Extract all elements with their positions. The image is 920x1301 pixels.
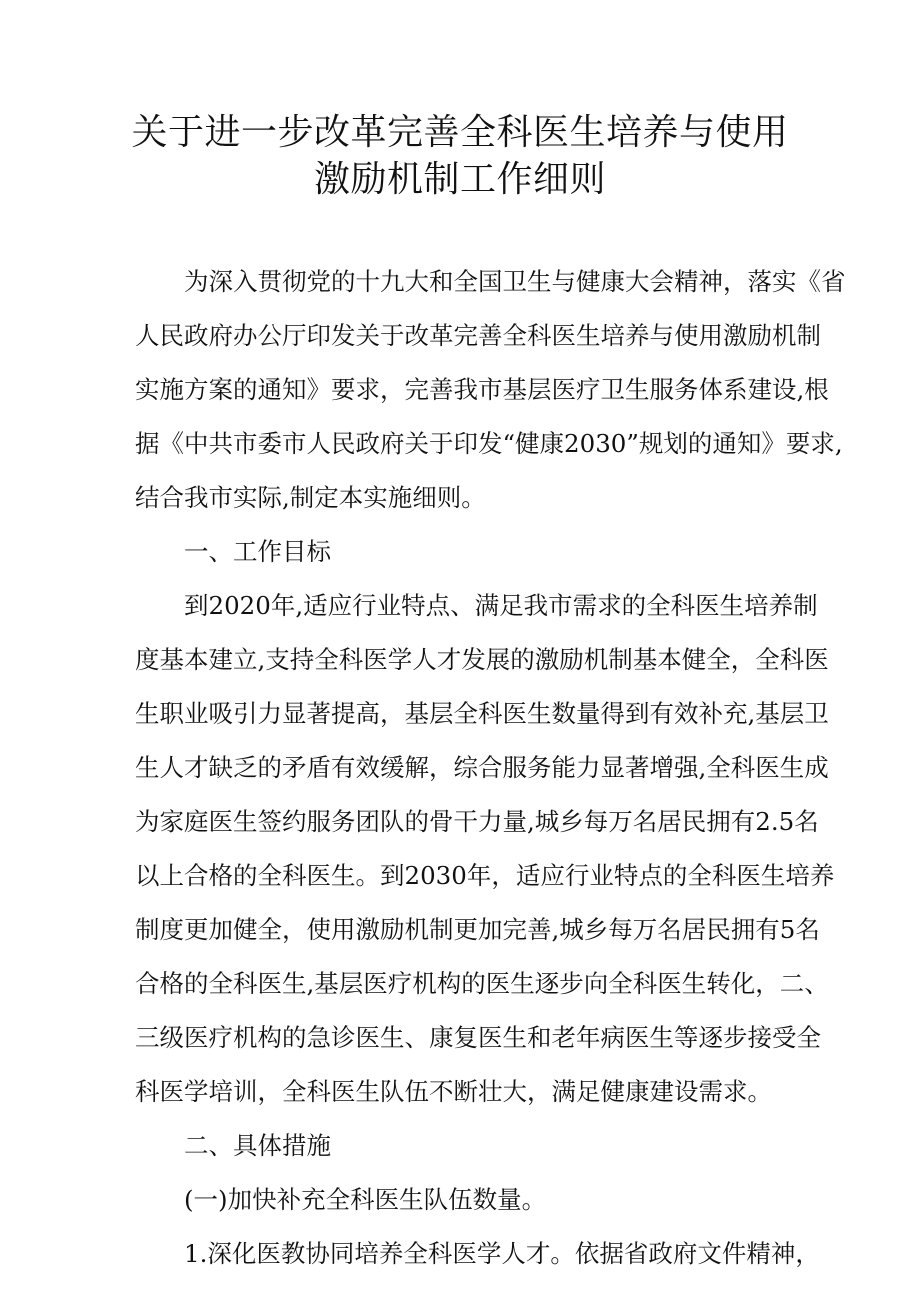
paragraph-line: 到2020年,适应行业特点、满足我市需求的全科医生培养制 [184,591,818,620]
document-title-line-1: 关于进一步改革完善全科医生培养与使用 [131,112,789,153]
document-body [135,255,846,1281]
paragraph-line: 度基本建立,支持全科医学人才发展的激励机制基本健全，全科医 [135,645,829,674]
paragraph-line: 生人才缺乏的矛盾有效缓解，综合服务能力显著增强,全科医生成 [135,753,829,782]
document-title-line-2: 激励机制工作细则 [313,159,606,200]
section-2-heading: 二、具体措施 [184,1131,331,1160]
paragraph-line: 据《中共市委市人民政府关于印发“健康2030”规划的通知》要求, [135,429,843,458]
paragraph-line: 为家庭医生签约服务团队的骨干力量,城乡每万名居民拥有2.5名 [135,807,819,836]
subsection-1-heading: (一)加快补充全科医生队伍数量。 [184,1185,547,1214]
paragraph-line: 科医学培训，全科医生队伍不断壮大，满足健康建设需求。 [135,1077,772,1106]
paragraph-line: 以上合格的全科医生。到2030年，适应行业特点的全科医生培养 [135,861,835,890]
paragraph-line: 生职业吸引力显著提高，基层全科医生数量得到有效补充,基层卫 [135,699,829,728]
paragraph-line: 合格的全科医生,基层医疗机构的医生逐步向全科医生转化，二、 [135,969,829,998]
paragraph-line: 结合我市实际,制定本实施细则。 [135,483,486,512]
section-1-heading: 一、工作目标 [184,537,331,566]
paragraph-line: 三级医疗机构的急诊医生、康复医生和老年病医生等逐步接受全 [135,1023,821,1052]
paragraph-line: 人民政府办公厅印发关于改革完善全科医生培养与使用激励机制 [135,321,821,350]
intro-paragraph [135,255,846,525]
paragraph-line: 实施方案的通知》要求，完善我市基层医疗卫生服务体系建设,根 [135,375,829,404]
paragraph-line: 为深入贯彻党的十九大和全国卫生与健康大会精神，落实《省 [184,267,846,296]
goals-paragraph [135,579,835,1119]
item-1-text: 1.深化医教协同培养全科医学人才。依据省政府文件精神， [184,1239,820,1268]
paragraph-line: 制度更加健全，使用激励机制更加完善,城乡每万名居民拥有5名 [135,915,820,944]
